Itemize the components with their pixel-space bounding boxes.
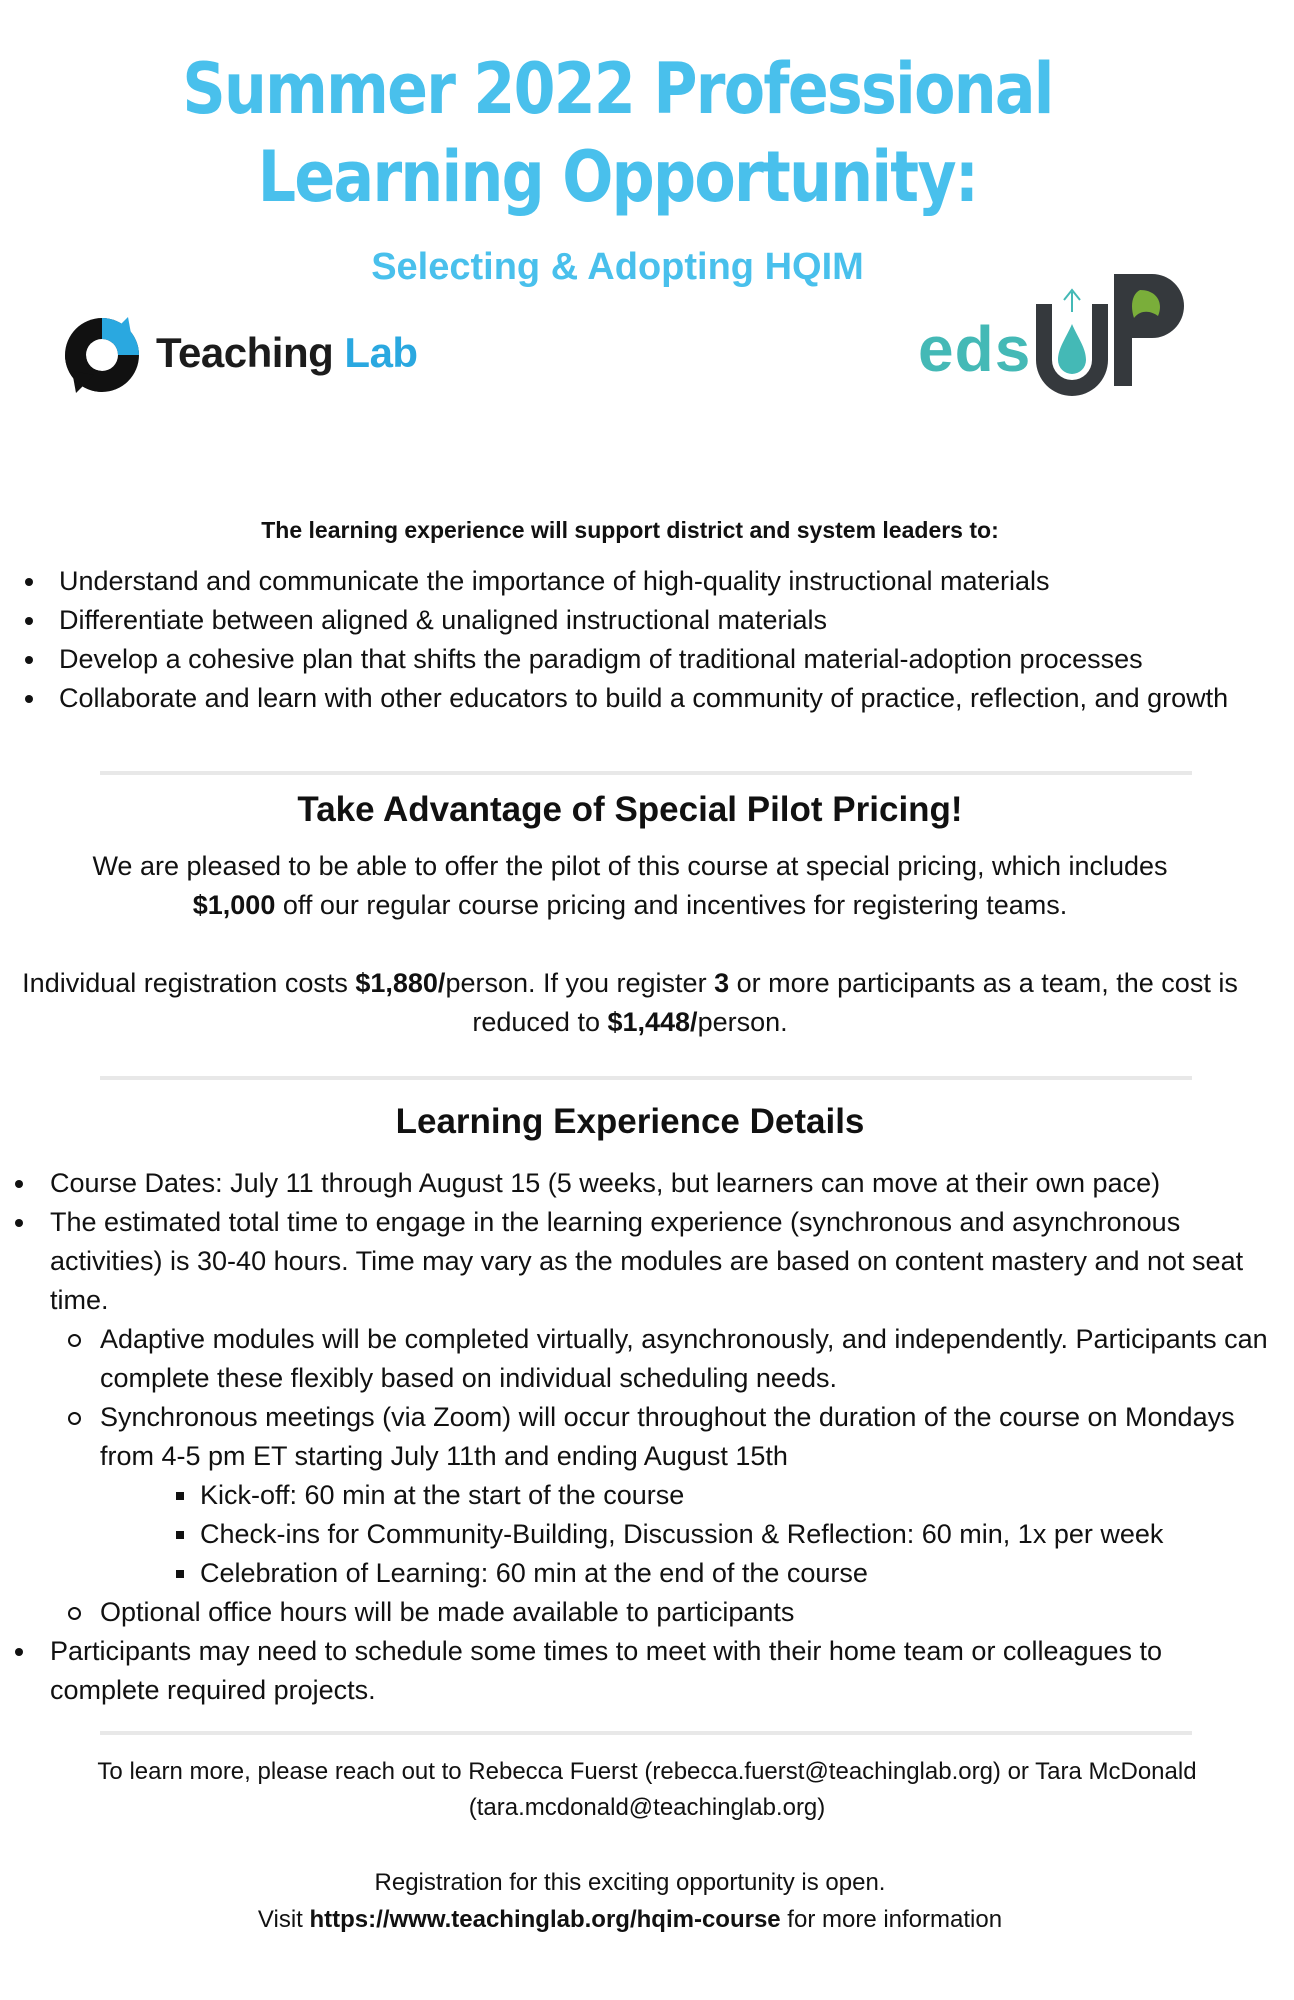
- list-item: Synchronous meetings (via Zoom) will occur throughout the duration of the course on Mondays from 4-5 pm ET starting July 11th and ending August 15th Kick-off: 60 min at the start of the course Check-ins for Community-Building, Discussion & Reflection: 60 min, 1x per week Celebration of Learning: 60 min at the end of the course: [50, 1398, 1270, 1593]
- list-item: Differentiate between aligned & unaligned instructional materials: [20, 601, 1280, 640]
- list-item: Develop a cohesive plan that shifts the paradigm of traditional material-adoption processes: [20, 640, 1280, 679]
- discount-amount: $1,000: [192, 890, 276, 920]
- list-item: Understand and communicate the importance of high-quality instructional materials: [20, 562, 1280, 601]
- section-divider: [100, 1076, 1192, 1080]
- visit-line: Visit https://www.teachinglab.org/hqim-course for more information: [257, 1906, 1003, 1933]
- edsup-up-mark-icon: [918, 268, 1194, 404]
- registration-text: Registration for this exciting opportunity is open.: [374, 1869, 886, 1896]
- section-divider: [100, 1731, 1192, 1735]
- title-line-1: Summer 2022 Professional: [182, 48, 1053, 130]
- individual-price: $1,880/: [355, 968, 446, 998]
- meetings-sublist: [100, 1476, 1270, 1593]
- list-item: Check-ins for Community-Building, Discussion & Reflection: 60 min, 1x per week: [100, 1515, 1270, 1554]
- details-heading: Learning Experience Details: [395, 1102, 865, 1141]
- edsup-logo: [918, 268, 1194, 404]
- teaching-lab-wordmark: Teaching Lab: [156, 329, 418, 376]
- pricing-heading: Take Advantage of Special Pilot Pricing!: [297, 790, 963, 829]
- list-item: Kick-off: 60 min at the start of the course: [100, 1476, 1270, 1515]
- teaching-lab-cycle-icon: [62, 313, 142, 393]
- list-item: Celebration of Learning: 60 min at the end of the course: [100, 1554, 1270, 1593]
- contact-text: To learn more, please reach out to Rebecca Fuerst (rebecca.fuerst@teachinglab.org) or Tara McDonald (tara.mcdonald@teachinglab.org): [97, 1758, 1197, 1821]
- list-item: Participants may need to schedule some times to meet with their home team or colleagues to complete required projects.: [10, 1632, 1270, 1710]
- list-item: Collaborate and learn with other educators to build a community of practice, reflection, and growth: [20, 679, 1280, 718]
- details-sublist: [50, 1320, 1270, 1632]
- intro-heading: The learning experience will support district and system leaders to:: [261, 517, 999, 543]
- registration-link[interactable]: https://www.teachinglab.org/hqim-course: [309, 1906, 781, 1933]
- teaching-lab-logo: [62, 312, 418, 394]
- team-size: 3: [714, 968, 730, 998]
- pricing-paragraph-1: We are pleased to be able to offer the pilot of this course at special pricing, which includes $1,000 off our regular course pricing and incentives for registering teams.: [92, 851, 1168, 920]
- details-list: [10, 1164, 1270, 1710]
- section-divider: [100, 771, 1192, 775]
- edsup-wordmark-eds: eds: [918, 313, 1032, 385]
- title-line-2: Learning Opportunity:: [257, 136, 978, 218]
- list-item: Adaptive modules will be completed virtually, asynchronously, and independently. Participants can complete these flexibly based on individual scheduling needs.: [50, 1320, 1270, 1398]
- list-item: Course Dates: July 11 through August 15 (5 weeks, but learners can move at their own pace): [10, 1164, 1270, 1203]
- goals-list: [20, 562, 1280, 718]
- team-price: $1,448/: [607, 1007, 698, 1037]
- pricing-paragraph-2: Individual registration costs $1,880/person. If you register 3 or more participants as a team, the cost is reduced to $1,448/person.: [22, 968, 1238, 1037]
- list-item: The estimated total time to engage in the learning experience (synchronous and asynchronous activities) is 30-40 hours. Time may vary as the modules are based on content mastery and not seat time. Adaptive modules will be completed virtually, asynchronously, and independently. Participants can complete these flexibly based on individual scheduling needs. Synchronous meetings (via Zoom) will occur throughout the duration of the course on Mondays from 4-5 pm ET starting July 11th and ending August 15th Kick-off: 60 min at the start of the course Check-ins for Community-Building, Discussion & Reflection: 60 min, 1x per week Celebration of Learning: 60 min at the end of the course Optional office hours will be made available to participants: [10, 1203, 1270, 1632]
- page-title: [86, 45, 1148, 221]
- list-item: Optional office hours will be made available to participants: [50, 1593, 1270, 1632]
- page-subtitle: Selecting & Adopting HQIM: [371, 246, 864, 288]
